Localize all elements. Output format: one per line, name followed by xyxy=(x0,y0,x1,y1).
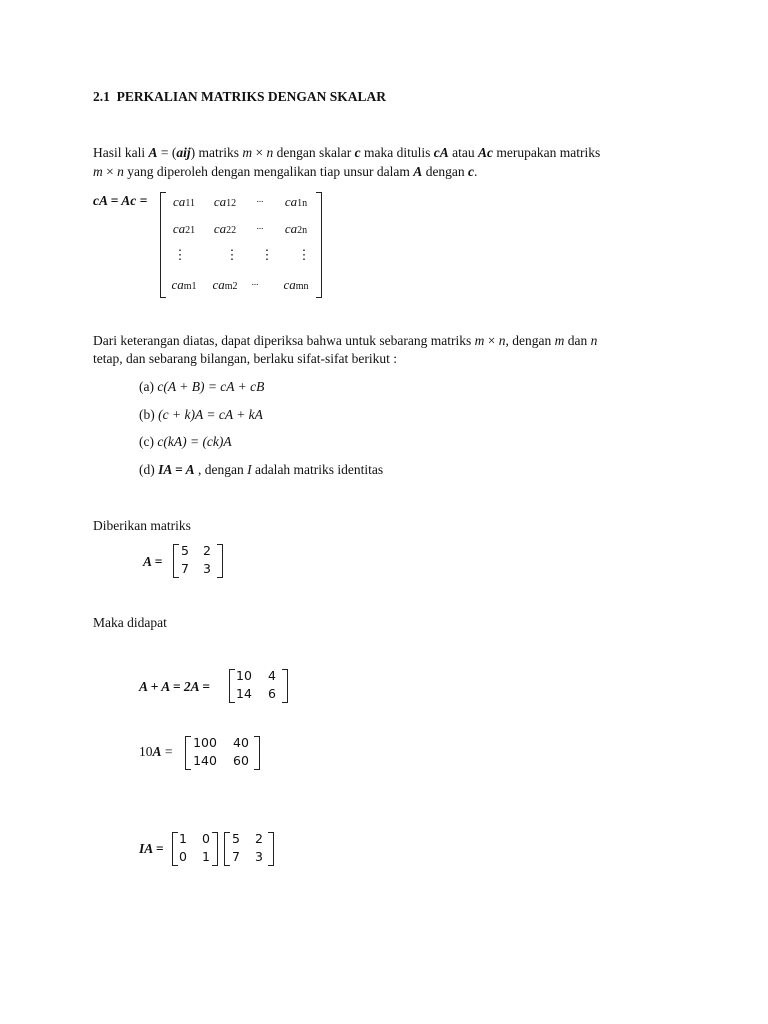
property-d: (d) IA = A , dengan I adalah matriks identitas xyxy=(139,462,384,477)
example-scalar-lhs: 10A = xyxy=(139,744,173,759)
matrix-cell: camn xyxy=(283,277,309,292)
matrix-cell: ca22 xyxy=(213,221,237,236)
matrix-cell: ... xyxy=(251,277,259,287)
matrix-cell: ⋮ xyxy=(225,247,239,262)
matrix-cell: ⋮ xyxy=(173,247,187,262)
matrix-cell: 7 xyxy=(181,561,189,576)
property-a: (a) c(A + B) = cA + cB xyxy=(139,379,265,394)
matrix-cell: 3 xyxy=(255,849,263,864)
general-matrix-right-bracket xyxy=(316,192,322,298)
matrix-cell: ca1n xyxy=(284,194,308,209)
matrix-cell: 40 xyxy=(233,735,249,750)
matrix-cell: 7 xyxy=(232,849,240,864)
example-identity-lhs: IA = xyxy=(139,841,164,856)
matrix-cell: ... xyxy=(256,221,264,231)
matrix-cell: ⋮ xyxy=(297,247,311,262)
matrix-cell: 5 xyxy=(181,543,189,558)
properties-intro-line-1: Dari keterangan diatas, dapat diperiksa bahwa untuk sebarang matriks m × n, dengan m dan n xyxy=(93,333,598,348)
section-number: 2.1 xyxy=(93,89,110,104)
matrix-cell: 4 xyxy=(268,668,276,683)
result-text: Maka didapat xyxy=(93,615,167,630)
general-matrix-lhs: cA = Ac = xyxy=(93,193,148,208)
matrix-cell: 0 xyxy=(202,831,210,846)
matrix-cell: 2 xyxy=(255,831,263,846)
matrix-cell: ca11 xyxy=(173,194,195,209)
section-heading xyxy=(93,90,386,104)
matrix-cell: 10 xyxy=(236,668,252,683)
matrix-cell: ... xyxy=(256,194,264,204)
matrix-cell: 60 xyxy=(233,753,249,768)
example-sum-right-bracket xyxy=(282,669,288,703)
matrix-cell: 1 xyxy=(179,831,187,846)
given-text: Diberikan matriks xyxy=(93,518,191,533)
example-scalar-right-bracket xyxy=(254,736,260,770)
matrix-cell: 14 xyxy=(236,686,252,701)
matrix-cell: 5 xyxy=(232,831,240,846)
matrix-cell: 6 xyxy=(268,686,276,701)
matrix-cell: 140 xyxy=(193,753,217,768)
section-title: PERKALIAN MATRIKS DENGAN SKALAR xyxy=(116,89,387,104)
intro-line-1: Hasil kali A = (aij) matriks m × n dengan skalar c maka ditulis cA atau Ac merupakan matriks xyxy=(93,145,601,160)
properties-intro-line-2: tetap, dan sebarang bilangan, berlaku sifat-sifat berikut : xyxy=(93,351,398,366)
identity-right-bracket-2 xyxy=(268,832,274,866)
matrix-cell: 3 xyxy=(203,561,211,576)
property-b: (b) (c + k)A = cA + kA xyxy=(139,407,263,422)
matrix-cell: 100 xyxy=(193,735,217,750)
given-matrix-lhs: A = xyxy=(143,554,163,569)
matrix-cell: ca21 xyxy=(172,221,196,236)
matrix-cell: cam2 xyxy=(212,277,238,292)
intro-line-2: m × n yang diperoleh dengan mengalikan tiap unsur dalam A dengan c. xyxy=(93,164,478,179)
matrix-cell: ca12 xyxy=(213,194,237,209)
property-c: (c) c(kA) = (ck)A xyxy=(139,434,232,449)
matrix-cell: 0 xyxy=(179,849,187,864)
matrix-cell: cam1 xyxy=(171,277,197,292)
matrix-cell: 2 xyxy=(203,543,211,558)
matrix-cell: 1 xyxy=(202,849,210,864)
given-matrix-right-bracket xyxy=(217,544,223,578)
matrix-cell: ca2n xyxy=(284,221,308,236)
example-sum-lhs: A + A = 2A = xyxy=(139,679,210,694)
matrix-cell: ⋮ xyxy=(260,247,274,262)
